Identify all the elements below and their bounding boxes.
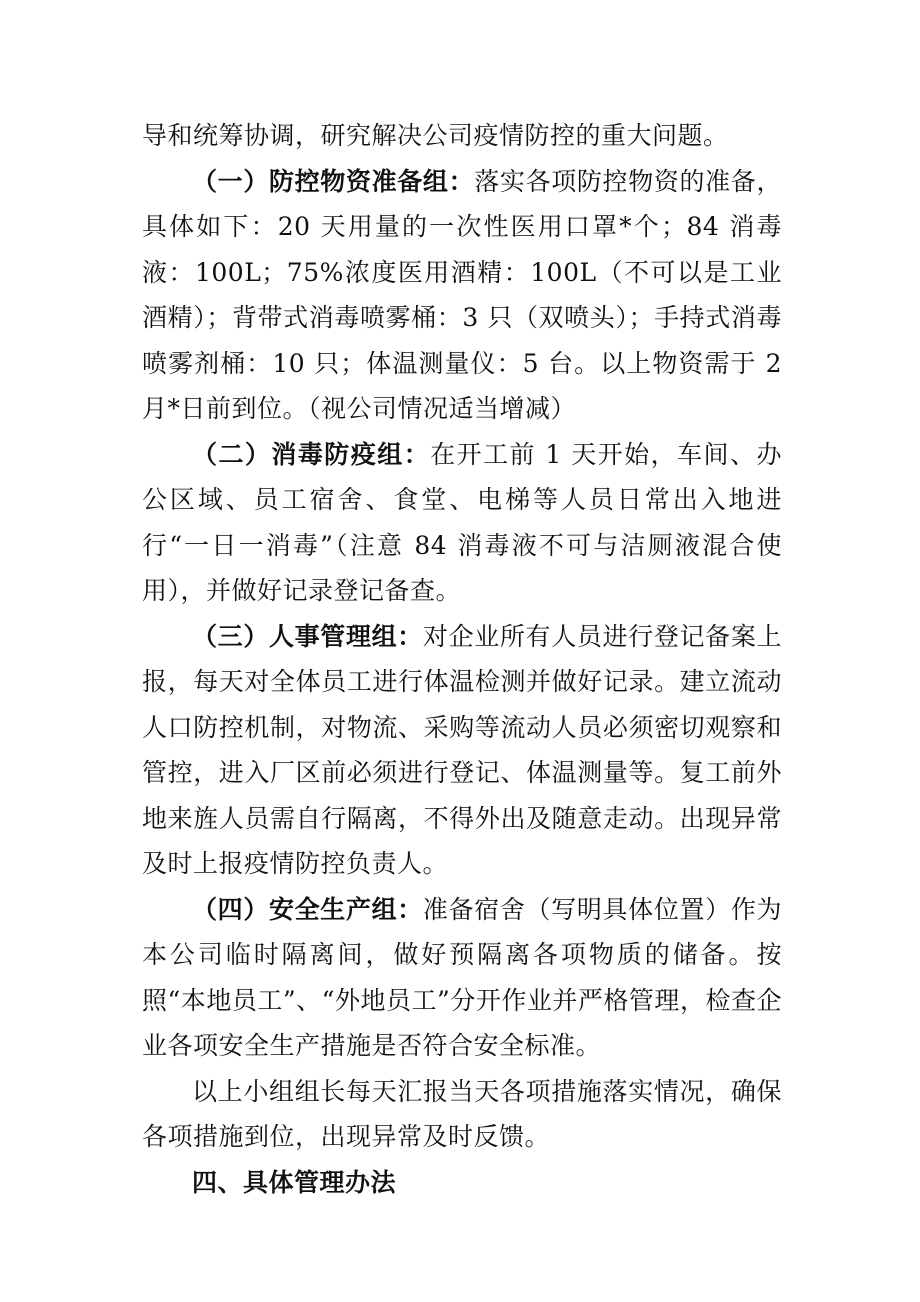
paragraph-heading: （三）人事管理组： [192,621,423,651]
paragraph-heading: （四）安全生产组： [192,894,423,924]
section-heading: 四、具体管理办法 [192,1167,397,1197]
paragraph-text: 在开工前 1 天开始，车间、办公区域、员工宿舍、食堂、电梯等人员日常出入地进行“一日一消毒”（注意 84 消毒液不可与洁厕液混合使用），并做好记录登记备查。 [142,439,782,605]
paragraph-text: 落实各项防控物资的准备，具体如下：20 天用量的一次性医用口罩*个；84 消毒液：100L；75%浓度医用酒精：100L（不可以是工业酒精）；背带式消毒喷雾桶：3 只（双喷头）；手持式消毒喷雾剂桶：10 只；体温测量仪：5 台。以上物资需于 2 月*日前到位。（视公司情况适当增减） [142,166,782,423]
paragraph-text: 对企业所有人员进行登记备案上报，每天对全体员工进行体温检测并做好记录。建立流动人口防控机制，对物流、采购等流动人员必须密切观察和管控，进入厂区前必须进行登记、体温测量等。复工前外地来旌人员需自行隔离，不得外出及随意走动。出现异常及时上报疫情防控负责人。 [142,621,782,878]
paragraph-personnel-group [142,614,782,887]
paragraph-supplies-group [142,159,782,432]
paragraph-heading: （一）防控物资准备组： [192,166,475,196]
paragraph-text: 准备宿舍（写明具体位置）作为本公司临时隔离间，做好预隔离各项物质的储备。按照“本地员工”、“外地员工”分开作业并严格管理，检查企业各项安全生产措施是否符合安全标准。 [142,894,782,1060]
paragraph-heading: （二）消毒防疫组： [192,439,431,469]
paragraph-text: 以上小组组长每天汇报当天各项措施落实情况，确保各项措施到位，出现异常及时反馈。 [142,1076,782,1151]
paragraph-safety-group [142,887,782,1069]
paragraph-summary [142,1069,782,1160]
document-body [142,113,782,1205]
paragraph-text: 导和统筹协调，研究解决公司疫情防控的重大问题。 [142,121,729,150]
paragraph-disinfection-group [142,432,782,614]
paragraph-continuation [142,113,782,159]
